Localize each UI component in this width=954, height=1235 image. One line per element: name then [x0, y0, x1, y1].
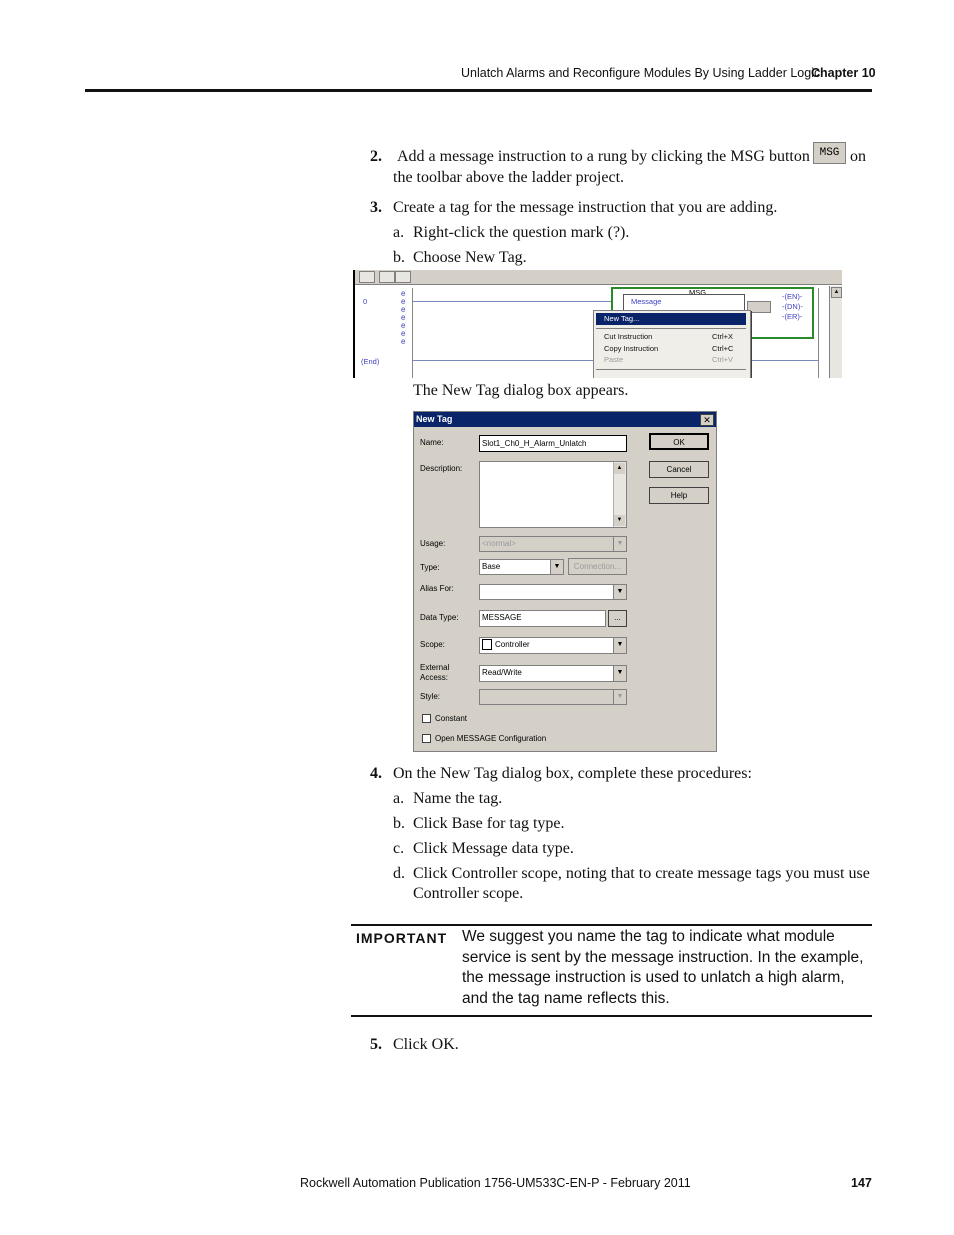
running-header-chapter: Chapter 10	[811, 66, 876, 80]
footer-publication: Rockwell Automation Publication 1756-UM533C-EN-P - February 2011	[300, 1176, 691, 1190]
step-2-text-on: on	[850, 148, 866, 165]
output-en: -(EN)-	[782, 292, 803, 301]
step-2-number: 2.	[370, 148, 382, 165]
menu-separator	[596, 328, 746, 329]
new-tag-dialog	[413, 411, 717, 752]
rung-number: 0	[363, 297, 368, 306]
dialog-caption: The New Tag dialog box appears.	[413, 382, 629, 399]
ladder-toolbar	[355, 270, 842, 285]
context-menu	[593, 310, 751, 378]
open-message-config-label: Open MESSAGE Configuration	[435, 734, 547, 743]
data-type-label: Data Type:	[420, 613, 459, 622]
data-type-input[interactable]: MESSAGE	[479, 610, 606, 627]
right-power-rail	[818, 288, 819, 378]
page-number: 147	[851, 1176, 872, 1190]
alias-for-label: Alias For:	[420, 584, 454, 593]
style-select[interactable]	[479, 689, 627, 705]
type-select[interactable]	[479, 559, 564, 575]
scroll-up-icon[interactable]: ▲	[614, 463, 625, 474]
step-4d-letter: d.	[393, 865, 405, 882]
msg-title: MSG	[689, 288, 707, 297]
external-access-select[interactable]	[479, 665, 627, 682]
important-text: We suggest you name the tag to indicate what module service is sent by the message instruction. In the example, the message instruction is used to unlatch a high alarm, and the tag name reflects this.	[462, 928, 864, 1007]
step-4d-text-cont: Controller scope.	[413, 885, 524, 902]
rung-dot: e	[401, 313, 406, 322]
usage-label: Usage:	[420, 539, 446, 548]
usage-select[interactable]	[479, 536, 627, 552]
menu-item-new-tag[interactable]	[596, 313, 746, 325]
external-access-value: Read/Write	[482, 668, 522, 677]
step-4c-letter: c.	[393, 840, 405, 857]
header-rule	[85, 89, 872, 92]
cancel-button[interactable]: Cancel	[649, 461, 709, 478]
help-button[interactable]: Help	[649, 487, 709, 504]
scope-select[interactable]	[479, 637, 627, 654]
step-2-text-cont: the toolbar above the ladder project.	[393, 169, 625, 186]
output-dn: -(DN)-	[782, 302, 803, 311]
name-label: Name:	[420, 438, 444, 447]
msg-type-label: Message	[631, 297, 662, 306]
step-3a-letter: a.	[393, 224, 405, 241]
menu-item-paste-shortcut: Ctrl+V	[712, 355, 734, 364]
rung-dot: e	[401, 337, 406, 346]
menu-item-copy-shortcut: Ctrl+C	[712, 344, 734, 353]
step-4a-letter: a.	[393, 790, 405, 807]
step-3a-text: Right-click the question mark (?).	[413, 224, 630, 241]
rung-dot: e	[401, 321, 406, 330]
rung-dot: e	[401, 289, 406, 298]
chevron-down-icon: ▼	[613, 638, 626, 653]
scope-label: Scope:	[420, 640, 445, 649]
external-access-label	[420, 663, 449, 683]
scroll-up-icon[interactable]: ▲	[831, 287, 842, 298]
dialog-title: New Tag	[416, 414, 453, 424]
menu-item-cut-shortcut: Ctrl+X	[712, 332, 734, 341]
step-4-text: On the New Tag dialog box, complete these procedures:	[393, 765, 752, 782]
msg-toolbar-button: MSG	[813, 142, 846, 164]
step-5-number: 5.	[370, 1036, 382, 1053]
rung-dot: e	[401, 297, 406, 306]
type-label: Type:	[420, 563, 440, 572]
rung-dot: e	[401, 329, 406, 338]
external-access-label-line-2: Access:	[420, 673, 449, 682]
connection-button[interactable]: Connection...	[568, 558, 627, 575]
step-4-number: 4.	[370, 765, 382, 782]
data-type-browse-button[interactable]: ...	[608, 610, 627, 627]
step-4a-text: Name the tag.	[413, 790, 503, 807]
ladder-vertical-scrollbar[interactable]	[829, 286, 842, 378]
toolbar-button	[379, 271, 395, 283]
menu-item-paste[interactable]: Paste	[604, 355, 624, 364]
controller-icon	[482, 639, 492, 650]
alias-for-select[interactable]	[479, 584, 627, 600]
step-4c-text: Click Message data type.	[413, 840, 574, 857]
rung-dot: e	[401, 305, 406, 314]
chevron-down-icon: ▼	[613, 666, 626, 681]
step-3-number: 3.	[370, 199, 382, 216]
usage-value: <normal>	[482, 539, 516, 548]
description-input[interactable]	[479, 461, 627, 528]
running-header-title: Unlatch Alarms and Reconfigure Modules By Using Ladder Logic	[461, 66, 821, 80]
open-message-config-checkbox[interactable]	[422, 734, 431, 743]
step-3-text: Create a tag for the message instruction that you are adding.	[393, 199, 778, 216]
name-input[interactable]: Slot1_Ch0_H_Alarm_Unlatch	[479, 435, 627, 452]
important-bottom-rule	[351, 1015, 872, 1017]
step-3b-letter: b.	[393, 249, 405, 266]
constant-checkbox[interactable]	[422, 714, 431, 723]
menu-item-new-tag-label: New Tag...	[604, 314, 640, 323]
chevron-down-icon: ▼	[613, 690, 626, 704]
external-access-label-line-1: External	[420, 663, 450, 672]
toolbar-button	[395, 271, 411, 283]
step-3b-text: Choose New Tag.	[413, 249, 527, 266]
dialog-title-bar	[414, 412, 716, 427]
toolbar-button	[359, 271, 375, 283]
step-4b-text: Click Base for tag type.	[413, 815, 565, 832]
chevron-down-icon: ▼	[613, 537, 626, 551]
step-2-text: Add a message instruction to a rung by clicking the MSG button	[397, 148, 810, 165]
menu-item-cut[interactable]: Cut Instruction	[604, 332, 653, 341]
ladder-editor-screenshot	[353, 270, 842, 378]
description-label: Description:	[420, 464, 463, 473]
menu-item-copy[interactable]: Copy Instruction	[604, 344, 659, 353]
scope-value: Controller	[495, 640, 530, 649]
step-5-text: Click OK.	[393, 1036, 459, 1053]
chevron-down-icon: ▼	[550, 560, 563, 574]
end-rung-label: (End)	[361, 357, 380, 366]
output-er: -(ER)-	[782, 312, 803, 321]
constant-label: Constant	[435, 714, 468, 723]
type-value: Base	[482, 562, 501, 571]
important-top-rule	[351, 924, 872, 926]
ok-button[interactable]: OK	[649, 433, 709, 450]
step-4b-letter: b.	[393, 815, 405, 832]
chevron-down-icon: ▼	[613, 585, 626, 599]
rung-line	[413, 301, 611, 302]
close-icon[interactable]: ✕	[700, 414, 714, 426]
menu-separator	[596, 369, 746, 370]
description-scrollbar[interactable]	[613, 462, 626, 527]
scroll-down-icon[interactable]: ▼	[614, 515, 625, 526]
step-4d-text: Click Controller scope, noting that to create message tags you must use	[413, 865, 870, 882]
style-label: Style:	[420, 692, 441, 701]
important-label: IMPORTANT	[356, 930, 448, 946]
